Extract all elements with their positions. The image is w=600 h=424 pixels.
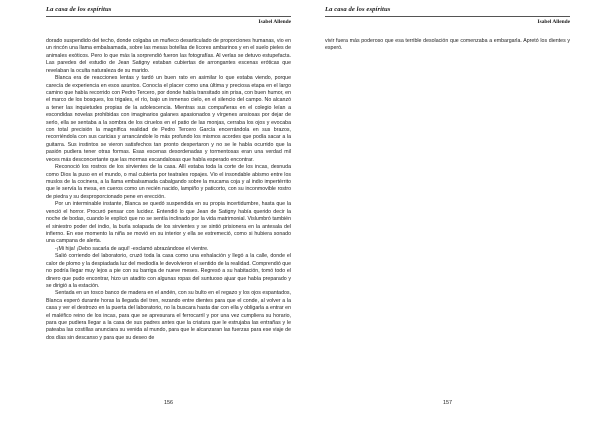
right-page [325,0,570,424]
paragraph: Sentada en un tosco banco de madera en el andén, con su bulto en el regazo y los ojos espantados, Blanca esperó durante horas la llegada del tren, rezando entre dientes para que el conde, al volver a la casa y ver el destrozo en la puerta del laboratorio, no la buscara hasta dar con ella y obligarla a entrar en el maléfico reino de los incas, para que se apresurara el ferrocarril y por una vez cumpliera su horario, para que pudiera llegar a la casa de sus padres antes que la criatura que le estrujaba las entrañas y le pateaba las costillas anunciara su venida al mundo, para que le alcanzaran las fuerzas para ese viaje de dos días sin descanso y para que su deseo de [46,290,291,341]
running-header-author: Isabel Allende [537,19,570,25]
paragraph: Por un interminable instante, Blanca se quedó suspendida en su propia incertidumbre, hasta que la venció el horror. Procuró pensar con lucidez. Entendió lo que Jean de Satigny había querido decir la noche de bodas, cuando le explicó que no se sentía inclinado por la vida matrimonial. Vislumbró también el siniestro poder del indio, la burla solapada de los sirvientes y se sintió prisionera en la antesala del infierno. En ese momento la niña se movió en su interior y ella se estremeció, como si hubiera sonado una campana de alerta. [46,201,291,245]
running-header-title: La casa de los espíritus [46,6,112,13]
paragraph: vivir fuera más poderoso que esa terrible desolación que comenzaba a embargarla. Apretó los dientes y esperó. [325,38,570,52]
page-body [46,38,291,342]
running-header-title: La casa de los espíritus [325,6,391,13]
paragraph: Salió corriendo del laboratorio, cruzó toda la casa como una exhalación y llegó a la calle, donde el calor de plomo y la despiadada luz del mediodía le devolvieron el sentido de la realidad. Comprendió que no podría llegar muy lejos a pie con su barriga de nueve meses. Regresó a su habitación, tomó todo el dinero que pudo encontrar, hizo un atadito con algunas ropas del suntuoso ajuar que había preparado y se dirigió a la estación. [46,253,291,289]
header-rule [46,16,291,17]
paragraph: -¡Mi hija! ¡Debo sacarla de aquí! -exclamó abrazándose el vientre. [55,245,209,252]
page-number: 157 [443,400,452,406]
running-header-author: Isabel Allende [258,19,291,25]
header-rule [325,16,570,17]
paragraph: dorado suspendido del techo, donde colgaba un muñeco desarticulado de proporciones humanas, vio en un rincón una llama embalsamada, sobre las mesas botellas de licores ambarinos y en el suelo pieles de animales exóticos. Pero lo que más la sorprendió fueron las fotografías. Al verlas se detuvo estupefacta. Las paredes del estudio de Jean Satigny estaban cubiertas de arrongantes escenas eróticas que revelaban la oculta naturaleza de su marido. [46,38,291,74]
page-number: 156 [164,400,173,406]
paragraph: Blanca era de reacciones lentas y tardó un buen rato en asimilar lo que estaba viendo, porque carecía de experiencia en esos asuntos. Conocía el placer como una última y preciosa etapa en el largo camino que había recorrido con Pedro Tercero, por donde había transitado sin prisa, con buen humor, en el marco de los bosques, los trigales, el río, bajo un inmenso cielo, en el silencio del campo. No alcanzó a tener las inquietudes propias de la adolescencia. Mientras sus compañeras en el colegio leían a escondidas novelas prohibidas con imaginarios galanes apasionados y vírgenes ansiosas por dejar de serlo, ella se sentaba a la sombra de los ciruelos en el patio de las monjas, cerraba los ojos y evocaba con total precisión la magnífica realidad de Pedro Tercero García encerrándola en sus brazos, recorriéndola con sus caricias y arrancándole lo más profundo los mismos acordes que podía sacar a la guitarra. Sus instintos se vieron satisfechos tan pronto despertaron y no se le había ocurrido que la pasión pudiera tener otras formas. Esas escenas desordenadas y tormentosas eran una verdad mil veces más desconcertante que las mormas escandalosas que había esperado encontrar. [46,75,291,163]
page-body [325,38,570,53]
paragraph: Reconoció los rostros de los sirvientes de la casa. Allí estaba toda la corte de los incas, desnuda como Dios la puso en el mundo, o mal cubierta por teatrales ropajes. Vio el insondable abismo entre los muslos de la cocinera, a la llama embalsamada cabalgando sobre la mucama coja y al indio impertérrito que le servía la mesa, en cueros como un recién nacido, lampiño y paticorto, con su inconmovible rostro de piedra y su desproporcionado pene en erección. [46,164,291,200]
left-page [46,0,291,424]
